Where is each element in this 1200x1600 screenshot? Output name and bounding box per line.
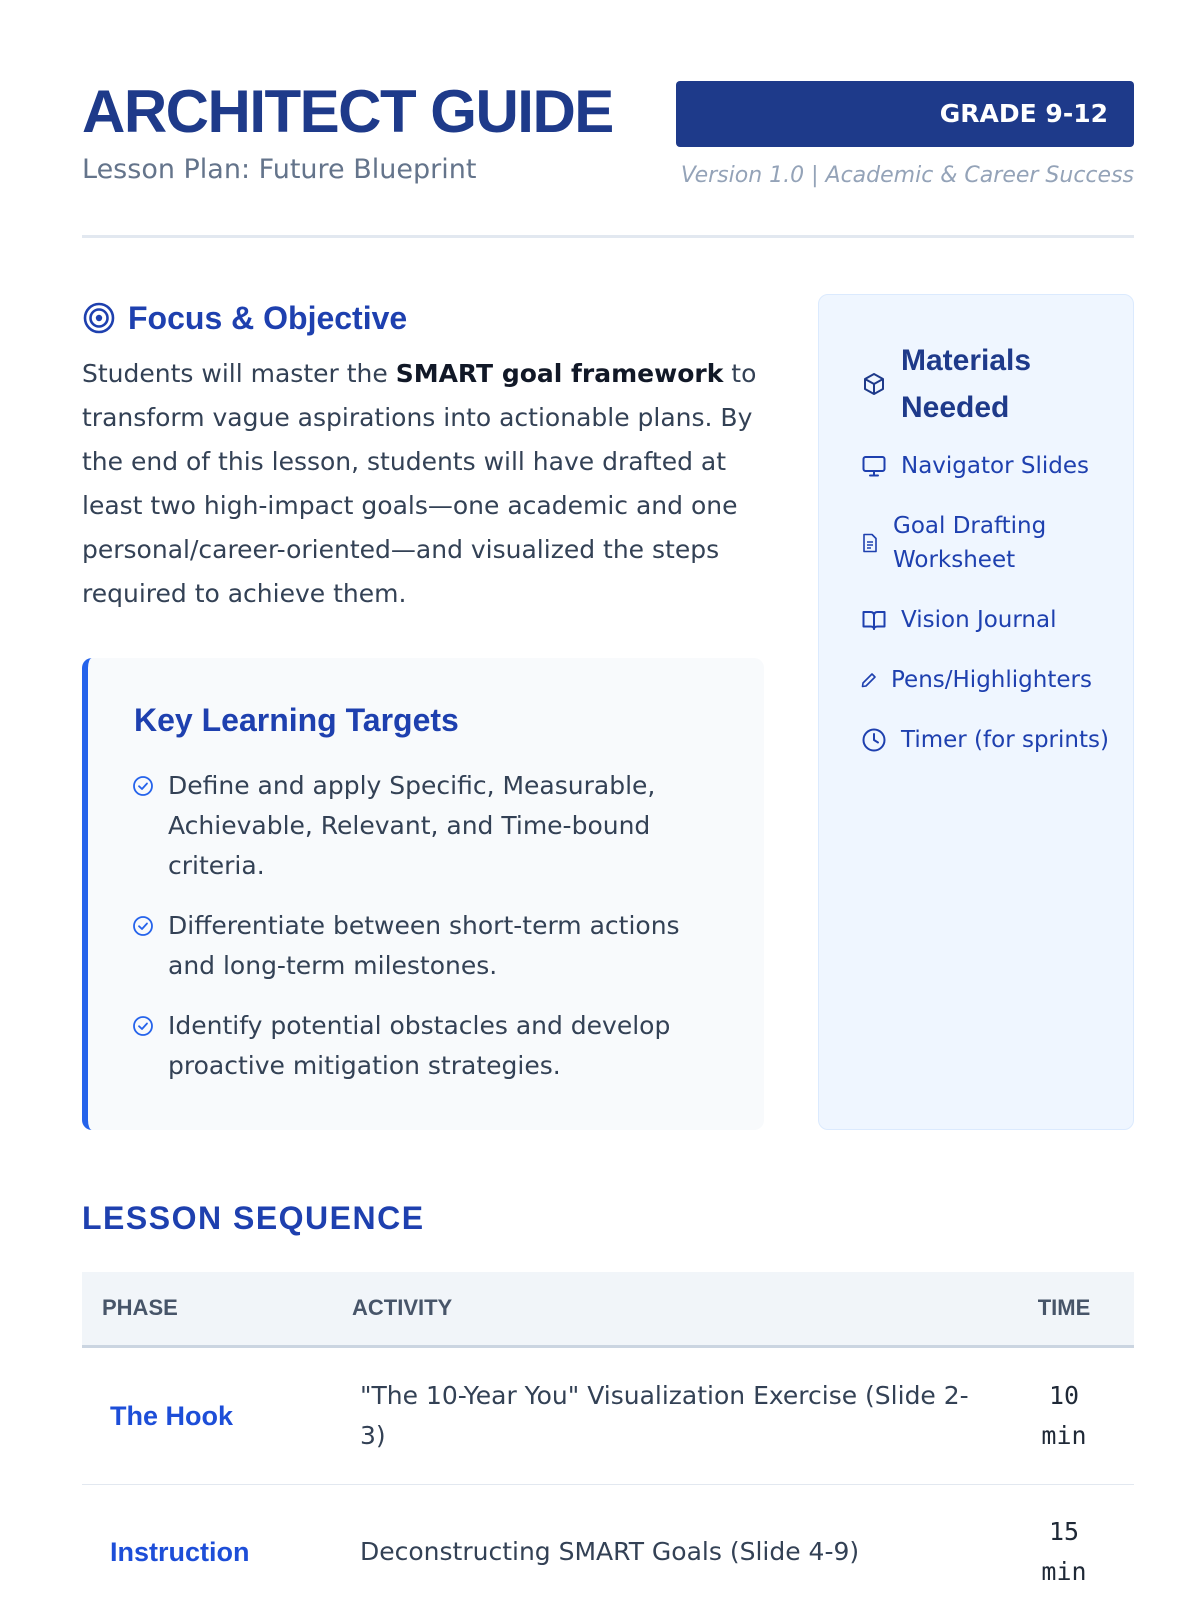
list-item [132,766,732,886]
column-header-phase: PHASE [82,1272,352,1346]
material-label: Timer (for sprints) [901,727,1109,753]
time-value: 15 min [1041,1517,1087,1586]
column-header-activity: ACTIVITY [352,1272,994,1346]
list-item [132,906,732,986]
list-item [132,1006,732,1086]
material-label: Goal Drafting Worksheet [893,513,1047,573]
material-label: Pens/Highlighters [891,667,1092,693]
book-icon [861,607,887,633]
materials-heading [861,337,1101,431]
objective-lead: Students will master the [82,359,396,388]
page-title: ARCHITECT GUIDE [82,78,613,145]
list-item [861,449,1121,483]
time-value: 10 min [1041,1380,1087,1450]
materials-list [861,449,1121,783]
learning-target-text: Differentiate between short-term actions and long-term milestones. [168,911,680,980]
table-row [82,1484,1134,1600]
lesson-sequence-table [82,1272,1134,1600]
target-icon [82,301,116,335]
materials-panel [818,294,1134,1130]
check-circle-icon [132,1015,154,1037]
phase-cell: Instruction [82,1484,352,1600]
objective-rest: to transform vague aspirations into actionable plans. By the end of this lesson, students will have drafted at least two high-impact goals—one academic and one personal/career-oriented—and visualized the steps required to achieve them. [82,359,757,608]
material-label: Vision Journal [901,607,1057,633]
check-circle-icon [132,915,154,937]
table-row [82,1346,1134,1484]
activity-cell: "The 10-Year You" Visualization Exercise (Slide 2-3) [352,1346,994,1484]
activity-cell: Deconstructing SMART Goals (Slide 4-9) [352,1484,994,1600]
learning-target-text: Define and apply Specific, Measurable, Achievable, Relevant, and Time-bound criteria. [168,771,656,880]
version-info: Version 1.0 | Academic & Career Success [680,163,1134,188]
focus-heading [82,296,407,340]
page-subtitle: Lesson Plan: Future Blueprint [82,154,477,185]
objective-emphasis: SMART goal framework [395,359,724,388]
check-circle-icon [132,775,154,797]
list-item [861,509,1121,577]
list-item [861,603,1121,637]
box-icon [861,371,887,397]
learning-targets-card [82,658,764,1130]
materials-title: Materials Needed [901,344,1032,424]
material-label: Navigator Slides [901,453,1089,479]
learning-targets-list [132,766,732,1106]
clock-icon [861,727,887,753]
time-cell [994,1484,1134,1600]
time-cell [994,1346,1134,1484]
focus-title: Focus & Objective [128,299,408,336]
list-item [861,663,1121,697]
table-header-row [82,1272,1134,1346]
phase-cell: The Hook [82,1346,352,1484]
lesson-sequence-title: LESSON SEQUENCE [82,1200,425,1236]
page-header [82,78,1134,238]
pencil-icon [861,672,877,688]
grade-badge: GRADE 9-12 [676,81,1134,147]
column-header-time: TIME [994,1272,1134,1346]
list-item [861,723,1121,757]
monitor-icon [861,453,887,479]
learning-targets-title: Key Learning Targets [134,702,459,738]
learning-target-text: Identify potential obstacles and develop proactive mitigation strategies. [168,1011,671,1080]
document-icon [861,533,879,553]
objective-text [82,352,772,616]
